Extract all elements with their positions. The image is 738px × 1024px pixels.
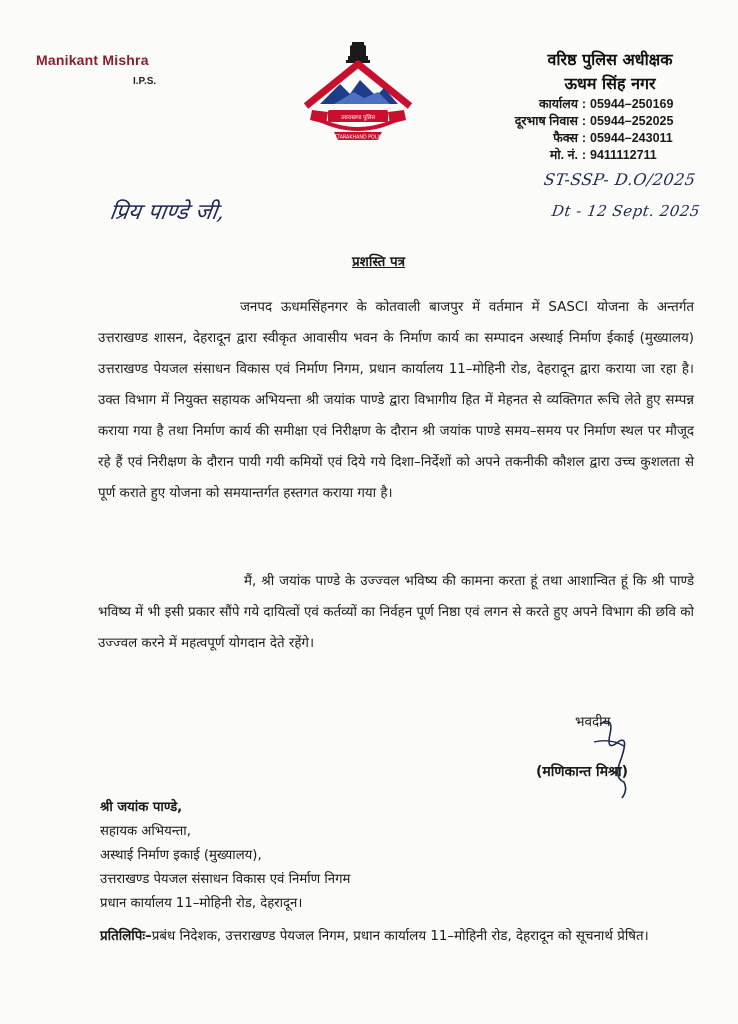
designation-block — [500, 48, 720, 96]
recipient-unit: अस्थाई निर्माण इकाई (मुख्यालय), — [100, 848, 262, 863]
contact-value: 05944–252025 — [590, 114, 674, 128]
body-paragraph-1: जनपद ऊधमसिंहनगर के कोतवाली बाजपुर में वर्तमान में SASCI योजना के अन्तर्गत उत्तराखण्ड शासन, देहरादून द्वारा स्वीकृत आवासीय भवन के निर्माण कार्य का सम्पादन अस्थाई निर्माण ईकाई (मुख्यालय) उत्तराखण्ड पेयजल संसाधन विकास एवं निर्माण निगम, प्रधान कार्यालय 11–मोहिनी रोड, देहरादून द्वारा कराया जा रहा है। उक्त विभाग में नियुक्त सहायक अभियन्ता श्री जयांक पाण्डे द्वारा विभागीय हित में मेहनत से व्यक्तिगत रूचि लेते हुए सम्पन्न कराया गया है तथा निर्माण कार्य की समीक्षा एवं निरीक्षण के दौरान श्री जयांक पाण्डे समय–समय पर निर्माण स्थल पर मौजूद रहे हैं एवं निरीक्षण के दौरान पायी गयी कमियों एवं दिये गये दिशा–निर्देशों को अपने तकनीकी कौशल द्वारा उच्च कुशलता से पूर्ण कराते हुए योजना को समयान्तर्गत हस्तगत कराया गया है। — [98, 300, 694, 501]
body-paragraph-2: मैं, श्री जयांक पाण्डे के उज्ज्वल भविष्य की कामना करता हूं तथा आशान्वित हूं कि श्री पाण्डे भविष्य में भी इसी प्रकार सौंपे गये दायित्वों एवं कर्तव्यों का निर्वहन पूर्ण निष्ठा एवं लगन से करते हुए अपने विभाग की छवि को उज्ज्वल करने में महत्वपूर्ण योगदान देते रहेंगे। — [98, 574, 694, 651]
letter-title: प्रशस्ति पत्र — [352, 254, 406, 270]
emblem-text-hindi: उत्तराखण्ड पुलिस — [340, 115, 376, 121]
contact-label: दूरभाष निवास — [514, 114, 578, 128]
handwritten-salutation: प्रिय पाण्डे जी, — [108, 200, 226, 225]
copy-to-text: प्रबंध निदेशक, उत्तराखण्ड पेयजल निगम, प्रधान कार्यालय 11–मोहिनी रोड, देहरादून को सूचनार्थ प्रेषित। — [151, 929, 649, 944]
lion-capital-icon — [346, 42, 370, 63]
recipient-office-address: प्रधान कार्यालय 11–मोहिनी रोड, देहरादून। — [100, 896, 303, 911]
designation-district: ऊधम सिंह नगर — [564, 74, 656, 93]
contact-row — [470, 96, 690, 113]
contact-list — [470, 96, 690, 164]
sender-service: I.P.S. — [133, 76, 157, 87]
contact-value: 05944–250169 — [590, 97, 674, 111]
contact-label: कार्यालय — [538, 97, 578, 111]
uttarakhand-police-emblem-icon — [298, 40, 418, 150]
copy-to-label: प्रतिलिपिः– — [100, 929, 152, 944]
contact-separator: : — [581, 97, 587, 111]
handwritten-reference-number: ST-SSP- D.O/2025 — [542, 170, 697, 189]
contact-value: 05944–243011 — [590, 131, 673, 145]
copy-to-block — [100, 924, 696, 949]
signatory-name: (मणिकान्त मिश्रा) — [536, 764, 628, 780]
designation-title: वरिष्ठ पुलिस अधीक्षक — [547, 50, 673, 69]
sender-name: Manikant Mishra — [36, 52, 149, 68]
recipient-address — [100, 796, 600, 916]
contact-row — [470, 130, 690, 147]
contact-separator: : — [581, 114, 587, 128]
signature-closing: भवदीय — [575, 714, 611, 730]
contact-row — [470, 147, 690, 164]
recipient-designation: सहायक अभियन्ता, — [100, 824, 191, 839]
contact-label: फैक्स — [553, 131, 578, 145]
handwritten-date: Dt - 12 Sept. 2025 — [550, 202, 702, 220]
contact-separator: : — [581, 131, 587, 145]
contact-row — [470, 113, 690, 130]
contact-label: मो. नं. — [549, 148, 578, 162]
emblem-text-english: UTTARAKHAND POLICE — [330, 135, 386, 141]
recipient-name: श्री जयांक पाण्डे, — [100, 800, 183, 815]
recipient-organisation: उत्तराखण्ड पेयजल संसाधन विकास एवं निर्माण निगम — [100, 872, 351, 887]
contact-value: 9411112711 — [590, 148, 657, 162]
contact-separator: : — [581, 148, 587, 162]
